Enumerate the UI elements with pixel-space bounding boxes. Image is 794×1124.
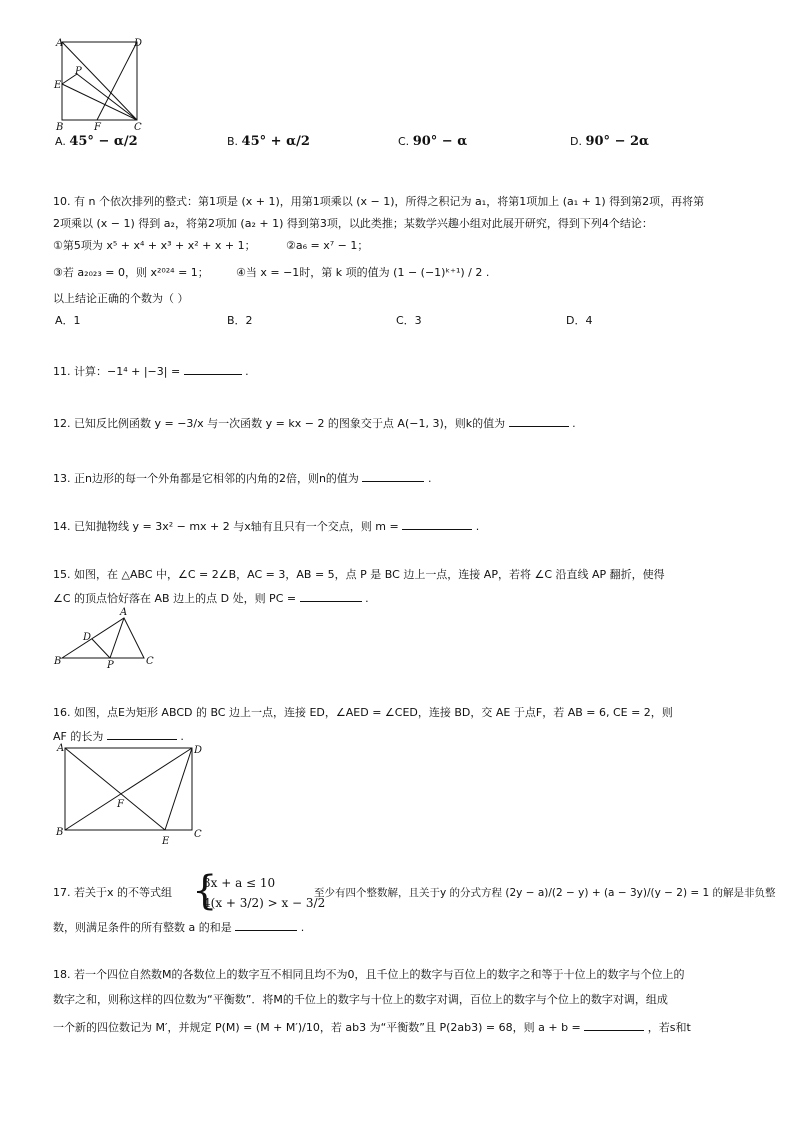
label-f: F [94, 122, 101, 133]
label-d: D [194, 745, 203, 756]
q17-answer-blank[interactable] [235, 919, 297, 931]
q13-answer-blank[interactable] [362, 470, 424, 482]
q10-conclusion-4: ④当 x = −1时，第 k 项的值为 (1 − (−1)ᵏ⁺¹) / 2 . [236, 266, 490, 279]
q16-line1: 16. 如图，点E为矩形 ABCD 的 BC 边上一点，连接 ED，∠AED = ∠CED，连接 BD，交 AE 于点F，若 AB = 6, CE = 2，则 [53, 706, 673, 719]
q15-line1: 15. 如图，在 △ABC 中，∠C = 2∠B，AC = 3，AB = 5，点 P 是 BC 边上一点，连接 AP，若将 ∠C 沿直线 AP 翻折，使得 [53, 568, 665, 581]
q12 [53, 415, 576, 431]
option-c-math: 90° − α [412, 134, 468, 149]
q18-line3 [53, 1019, 691, 1035]
q15-figure [52, 604, 162, 670]
label-b: B [54, 656, 62, 667]
label-c: C [146, 656, 154, 667]
q15-answer-blank[interactable] [300, 590, 362, 602]
q10-option-d: D．4 [566, 314, 593, 327]
q17-line2 [53, 919, 304, 935]
q17-system-line2: 4(x + 3/2) > x − 3/2 [203, 896, 326, 910]
q18-line2: 数字之和，则称这样的四位数为“平衡数”．将M的千位上的数字与十位上的数字对调，百位上的数字与个位上的数字对调，组成 [53, 993, 668, 1006]
option-b-math: 45° + α/2 [241, 134, 310, 149]
q13-text: 13. 正n边形的每一个外角都是它相邻的内角的2倍，则n的值为 [53, 472, 359, 485]
q17-system-line1: 3x + a ≤ 10 [203, 876, 276, 890]
q12-text: 12. 已知反比例函数 y = −3/x 与一次函数 y = kx − 2 的图象交于点 A(−1, 3)，则k的值为 [53, 417, 506, 430]
q11 [53, 363, 249, 379]
q9-option-d [570, 134, 649, 149]
q14 [53, 518, 479, 534]
option-b-label: B. [227, 135, 239, 148]
q10-conclusion-3: ③若 a₂₀₂₃ = 0，则 x²⁰²⁴ = 1； [53, 266, 209, 279]
q9-option-a [55, 134, 138, 149]
q16-figure [52, 740, 212, 848]
q14-end: . [475, 520, 480, 533]
q10-question: 以上结论正确的个数为（ ） [53, 292, 189, 305]
label-f: F [117, 799, 124, 810]
option-d-label: D. [570, 135, 582, 148]
label-p: P [107, 660, 114, 670]
label-e: E [54, 80, 62, 91]
q10-option-a: A．1 [55, 314, 81, 327]
label-d: D [83, 632, 92, 643]
q14-text: 14. 已知抛物线 y = 3x² − mx + 2 与x轴有且只有一个交点，则 m = [53, 520, 399, 533]
q18-line3-end: ，若s和t [647, 1021, 691, 1034]
label-b: B [56, 827, 64, 838]
q11-text: 11. 计算：−1⁴ + |−3| = [53, 365, 181, 378]
label-a: A [56, 38, 64, 49]
q16-line2-text: AF 的长为 [53, 730, 104, 743]
q14-answer-blank[interactable] [402, 518, 472, 530]
q16-answer-blank[interactable] [107, 728, 177, 740]
q17-continue: 至少有四个整数解，且关于y 的分式方程 (2y − a)/(2 − y) + (a − 3y)/(y − 2) = 1 的解是非负整 [314, 887, 776, 899]
q13 [53, 470, 431, 486]
q18-line1: 18. 若一个四位自然数M的各数位上的数字互不相同且均不为0，且千位上的数字与百位上的数字之和等于十位上的数字与个位上的 [53, 968, 685, 981]
option-a-label: A. [55, 135, 66, 148]
option-c-label: C. [398, 135, 410, 148]
label-d: D [134, 38, 143, 49]
q17-line2-text: 数，则满足条件的所有整数 a 的和是 [53, 921, 232, 934]
label-b: B [56, 122, 64, 133]
q17-intro: 17. 若关于x 的不等式组 [53, 886, 172, 899]
label-c: C [134, 122, 142, 133]
q13-end: . [427, 472, 432, 485]
q10-conclusion-2: ②a₆ = x⁷ − 1； [286, 239, 369, 252]
q16-end: . [180, 730, 184, 743]
q15-line2-text: ∠C 的顶点恰好落在 AB 边上的点 D 处，则 PC = [53, 592, 297, 605]
q11-answer-blank[interactable] [184, 363, 242, 375]
option-a-math: 45° − α/2 [69, 134, 138, 149]
q15-end: . [365, 592, 369, 605]
q12-end: . [572, 417, 576, 430]
q10-line2: 2项乘以 (x − 1) 得到 a₂，将第2项加 (a₂ + 1) 得到第3项，以此类推；某数学兴趣小组对此展开研究，得到下列4个结论： [53, 217, 653, 230]
label-p: P [75, 66, 82, 77]
label-e: E [162, 836, 170, 847]
q10-option-b: B．2 [227, 314, 253, 327]
q17-end: . [300, 921, 305, 934]
q18-answer-blank[interactable] [584, 1019, 644, 1031]
q10-line1: 10. 有 n 个依次排列的整式：第1项是 (x + 1)，用第1项乘以 (x − 1)，所得之积记为 a₁，将第1项加上 (a₁ + 1) 得到第2项，再将第 [53, 195, 705, 208]
q11-end: . [245, 365, 249, 378]
q12-answer-blank[interactable] [509, 415, 569, 427]
q17-brace: { [192, 868, 218, 914]
q9-option-c [398, 134, 467, 149]
q18-line3-text: 一个新的四位数记为 M′，并规定 P(M) = (M + M′)/10，若 ab3 为“平衡数”且 P(2ab3) = 68，则 a + b = [53, 1021, 581, 1034]
label-c: C [194, 829, 202, 840]
label-a: A [120, 607, 128, 618]
q10-option-c: C．3 [396, 314, 422, 327]
label-a: A [57, 743, 65, 754]
option-d-math: 90° − 2α [585, 134, 650, 149]
q9-figure [50, 34, 150, 134]
q9-option-b [227, 134, 310, 149]
q10-conclusion-1: ①第5项为 x⁵ + x⁴ + x³ + x² + x + 1； [53, 239, 256, 252]
